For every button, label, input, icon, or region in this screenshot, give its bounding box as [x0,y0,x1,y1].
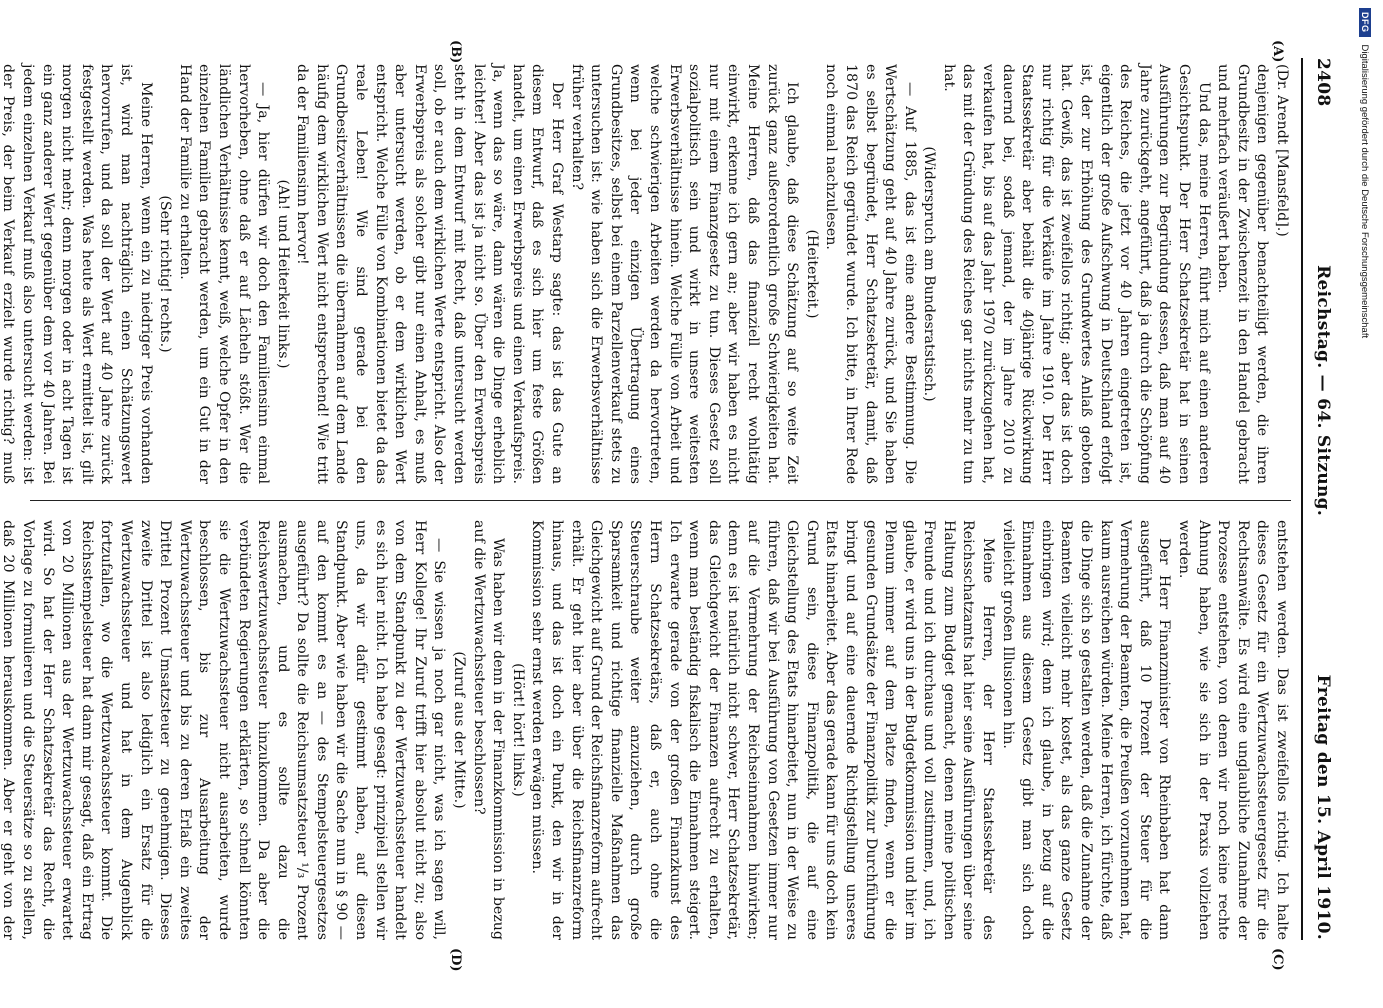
margin-mark-d: (D) [448,948,463,972]
paragraph: Meine Herren, wenn ein zu niedriger Preis vorhanden ist, wird man nachträglich einen Schätzungswert hervorrufen, und da soll der Wert auf 40 Jahre zurück festgestellt werden. Was heute als Wert ermittelt ist, gilt morgen nicht mehr; denn morgen oder in acht Tagen ist ein ganz anderer Wert gegenüber dem vor 40 Jahren. Bei jedem einzelnen Verkauf muß also untersucht werden: ist der Preis, der beim Verkauf erzielt wurde richtig? muß [0,64,154,484]
paragraph: entstehen werden. Das ist zweifellos richtig. Ich halte dieses Gesetz für ein Wertzuwachssteuergesetz für die Rechtsanwälte. Es wird eine unglaubliche Zunahme der Prozesse entstehen, von denen wir noch keine rechte Ahnung haben, wie sie sich in der Praxis vollziehen werden. [1176,520,1290,940]
digitization-credit [1353,8,1377,1008]
interjection: (Hört! hört! links.) [509,663,526,797]
page-header [1301,58,1343,940]
left-text-column [0,64,1291,484]
paragraph: Und das, meine Herren, führt mich auf einen anderen Gesichtspunkt. Der Herr Schatzsekretär hat in seinen Ausführungen zur Begründung dessen, daß man auf 40 Jahre zurückgeht, angeführt, daß ja durch die Schöpfung des Reiches, die jetzt vor 40 Jahren eingetreten ist, eigentlich der große Aufschwung in Deutschland erfolgt ist, der zur Erhöhung des Grundwertes Anlaß geboten hat. Gewiß, das ist zweifellos richtig; aber das ist doch nur richtig für die Verkäufe im Jahre 1910. Der Herr Staatssekretär aber behält die 40jährige Rückwirkung dauernd bei, sodaß jemand, der im Jahre 2010 zu verkaufen hat, bis auf das Jahr 1970 zurückzugehen hat, das mit der Gründung des Reiches gar nichts mehr zu tun hat. [940,64,1212,484]
margin-mark-b: (B) [448,40,463,64]
paragraph: denjenigen gegenüber benachteiligt werden, die ihren Grundbesitz in der Zwischenzeit in den Handel gebracht und mehrfach veräußert haben. [1215,64,1271,484]
session-date: Freitag den 15. April 1910. [1313,674,1333,940]
right-text-column [0,520,1291,940]
credit-text: Digitalisierung gefördert durch die Deutsche Forschungsgemeinschaft [1359,44,1371,339]
interjection: (Zuruf aus der Mitte.) [451,651,468,809]
speaker-label: (Dr. Arendt [Mansfeld].) [1274,64,1290,237]
paragraph: Meine Herren, der Herr Staatssekretär des Reichsschatzamts hat hier seine Ausführungen über seine Haltung zum Budget gemacht, denen meine politischen Freunde und ich durchaus und voll zustimmen, und, ich glaube, er wird uns in der Budgetkommission und hier im Plenum immer auf dem Platze finden, wenn er die gesunden Grundsätze der Finanzpolitik zur Durchführung bringt und auf eine dauernde Richtigstellung unseres Etats hinarbeitet. Aber das gerade kann für uns doch kein Grund sein, diese Finanzpolitik, die auf eine Gleichstellung des Etats hinarbeitet, nun in der Weise zu führen, daß wir bei Ausführung von Gesetzen immer nur auf die Vermehrung der Reichseinnahmen hinwirken; denn es ist natürlich nicht schwer, Herr Schatzsekretär, das Gleichgewicht der Finanzen aufrecht zu erhalten, wenn man beständig fiskalisch die Einnahmen steigert. Ich erwarte gerade von der großen Finanzkunst des Herrn Schatzsekretärs, daß er, auch ohne die Steuerschraube weiter anzuziehen, durch große Sparsamkeit und richtige finanzielle Maßnahmen das Gleichgewicht auf Grund der Reichsfinanzreform aufrecht erhält. Er geht hier aber über die Reichsfinanzreform hinaus, und das ist doch ein Punkt, den wir in der Kommission sehr ernst werden erwägen müssen. [529,520,997,940]
paragraph: Was haben wir denn in der Finanzkommission in bezug auf die Wertzuwachssteuer beschlossen? [470,520,507,940]
column-divider [30,500,1291,501]
interjection: (Heiterkeit.) [803,229,820,319]
interjection: (Widerspruch am Bundesratstisch.) [921,146,938,402]
interjection: (Sehr richtig! rechts.) [157,195,174,353]
paragraph: Der Herr Finanzminister von Rheinbaben hat dann ausgeführt, daß 10 Prozent der Steuer für die Vermehrung der Beamten, die Preußen vorzunehmen hat, kaum ausreichen würden. Meine Herren, ich fürchte, daß die Dinge sich so gestalten werden, daß die Zunahme der Beamten vielleicht mehr kostet, als das ganze Gesetz einbringen wird; denn ich glaube, in bezug auf die Einnahmen aus diesem Gesetz gibt man sich doch vielleicht großen Illusionen hin. [999,520,1173,940]
paragraph: Der Herr Graf Westarp sagte: das ist das Gute an diesem Entwurf, daß es sich hier um feste Größen handelt, um einen Erwerbspreis und einen Verkaufspreis. Ja, wenn das so wäre, dann wären die Dinge erheblich leichter! Aber das ist ja nicht so. Über den Erwerbspreis steht in dem Entwurf mit Recht, daß untersucht werden soll, ob er auch dem wirklichen Werte entspricht. Also der Erwerbspreis als solcher gibt nur einen Anhalt, es muß aber untersucht werden, ob er dem wirklichen Wert entspricht. Welche Fülle von Kombinationen bietet da das reale Leben! Wie sind gerade bei den Grundbesitzverhältnissen die übernahmen auf dem Lande häufig dem wirklichen Wert nicht entsprechend! Wie tritt da der Familiensinn hervor! [294,64,566,484]
page-number: 2408 [1313,58,1333,107]
paragraph: — Auf 1885, das ist eine andere Bestimmung. Die Wertschätzung geht auf 40 Jahre zurück, und Sie haben es selbst begründet, Herr Schatzsekretär, damit, daß 1870 das Reich gegründet wurde. Ich bitte, in Ihrer Rede noch einmal nachzulesen. [823,64,918,484]
dfg-logo: DFG [1359,8,1371,37]
paragraph: — Sie wissen ja noch gar nicht, was ich sagen will, Herr Kollege! Ihr Zuruf trifft hier absolut nicht zu; also von dem Standpunkt zu der Wertzuwachssteuer handelt es sich hier nicht. Ich habe gesagt: prinzipiell stellen wir uns, da wir dafür gestimmt haben, auf diesen Standpunkt. Aber wie haben wir die Sache nun in § 90 — auf den kommt es an — des Stempelsteuergesetzes ausgeführt? Da sollte die Reichsumsatzsteuer ¹/₃ Prozent ausmachen, und es sollte dazu die Reichswertzuwachssteuer hinzukommen. Da aber die verbündeten Regierungen erklärten, so schnell könnten sie die Wertzuwachssteuer nicht ausarbeiten, wurde beschlossen, bis zur Ausarbeitung der Wertzuwachssteuer und bis zu deren Erlaß ein zweites Drittel Prozent Umsatzsteuer zu genehmigen. Dieses zweite Drittel ist also lediglich ein Ersatz für die Wertzuwachssteuer und hat in dem Augenblick fortzufallen, wo die Wertzuwachssteuer kommt. Die Reichsstempelsteuer hat dann mir gesagt, daß ein Ertrag von 20 Millionen aus der Wertzuwachssteuer erwartet wird. So hat der Herr Schatzsekretär das Recht, die Vorlage zu formulieren und die Steuersätze so zu stellen, daß 20 Millionen herauskommen. Aber er geht von der [0,520,448,940]
interjection: (Ah! und Heiterkeit links.) [274,179,291,369]
paragraph: Ich glaube, daß diese Schätzung auf so weite Zeit zurück ganz außerordentlich große Schwierigkeiten hat. Meine Herren, daß das finanziell recht wohltätig einwirkt, erkenne ich gern an; aber wir haben es nicht nur mit einem Finanzgesetz zu tun. Dieses Gesetz soll sozialpolitisch sein und wirkt in unsere weitesten Erwerbsverhältnisse hinein. Welche Fülle von Arbeit und welche schwierigen Arbeiten werden da hervortreten, wenn bei jeder einzigen Übertragung eines Grundbesitzes, selbst bei einem Parzellenverkauf stets zu untersuchen ist: wie haben sich die Erwerbsverhältnisse früher verhalten? [568,64,801,484]
session-title: Reichstag. — 64. Sitzung. [1313,265,1333,517]
paragraph: — Ja, hier dürfen wir doch den Familiensinn einmal hervorheben, ohne daß er auf Lächeln stößt. Wer die ländlichen Verhältnisse kennt, weiß, welche Opfer in den einzelnen Familien gebracht werden, um ein Gut in der Hand der Familie zu erhalten. [176,64,272,484]
margin-mark-a: (A) [1270,40,1285,63]
margin-mark-c: (C) [1270,948,1285,971]
